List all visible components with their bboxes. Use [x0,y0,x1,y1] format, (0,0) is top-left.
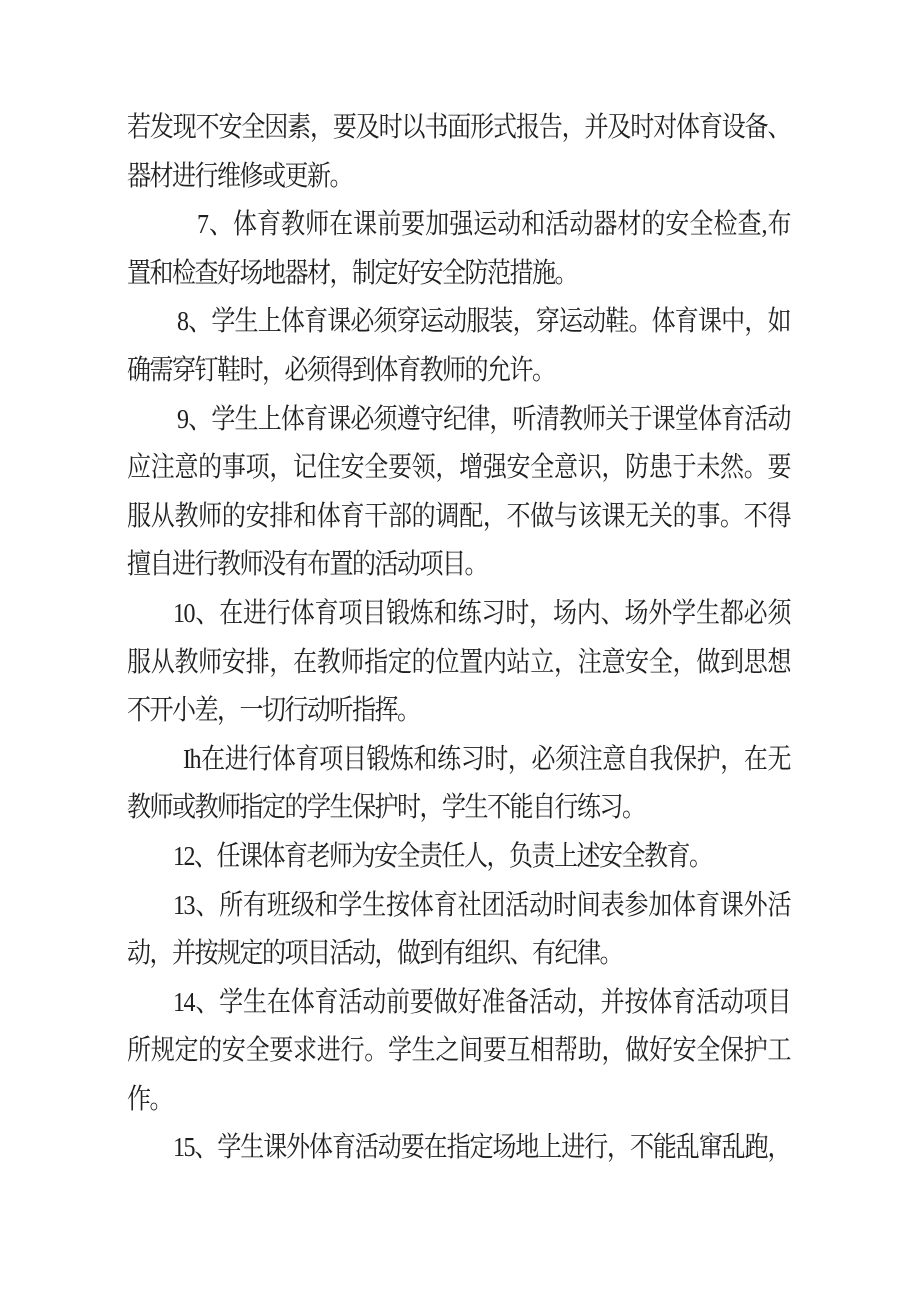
text-line: 10、在进行体育项目锻炼和练习时，场内、场外学生都必须 [173,598,790,629]
text-line: 动，并按规定的项目活动，做到有组织、有纪律。 [127,939,622,969]
text-line: 13、所有班级和学生按体育社团活动时间表参加体育课外活 [173,890,790,921]
text-line: 7、体育教师在课前要加强运动和活动器材的安全检查,布 [197,210,790,241]
document-text-block [127,104,790,1173]
text-line: 9、学生上体育课必须遵守纪律，听清教师关于课堂体育活动 [177,404,790,435]
text-line: 所规定的安全要求进行。学生之间要互相帮助，做好安全保护工 [127,1036,790,1067]
text-line: 14、学生在体育活动前要做好准备活动，并按体育活动项目 [173,987,790,1018]
text-line: 15、学生课外体育活动要在指定场地上进行，不能乱窜乱跑， [173,1133,790,1164]
text-line: 擅自进行教师没有布置的活动项目。 [127,550,487,581]
text-line: Ih在进行体育项目锻炼和练习时，必须注意自我保护，在无 [183,744,790,775]
text-line: 不开小差，一切行动听指挥。 [127,696,420,727]
text-line: 置和检查好场地器材，制定好安全防范措施。 [127,258,577,289]
text-line: 若发现不安全因素，要及时以书面形式报告，并及时对体育设备、 [127,113,790,143]
text-line: 服从教师的安排和体育干部的调配，不做与该课无关的事。不得 [127,501,790,532]
text-line: 作。 [127,1084,172,1115]
text-line: 确需穿钉鞋时，必须得到体育教师的允许。 [127,355,555,386]
text-line: 8、学生上体育课必须穿运动服装，穿运动鞋。体育课中，如 [177,307,790,338]
text-line: 应注意的事项，记住安全要领，增强安全意识，防患于未然。要 [127,453,790,484]
text-line: 教师或教师指定的学生保护时，学生不能自行练习。 [127,793,645,824]
text-line: 12、任课体育老师为安全责任人，负责上述安全教育。 [173,841,712,872]
text-line: 器材进行维修或更新。 [127,161,352,192]
text-line: 服从教师安排，在教师指定的位置内站立，注意安全，做到思想 [127,647,790,678]
